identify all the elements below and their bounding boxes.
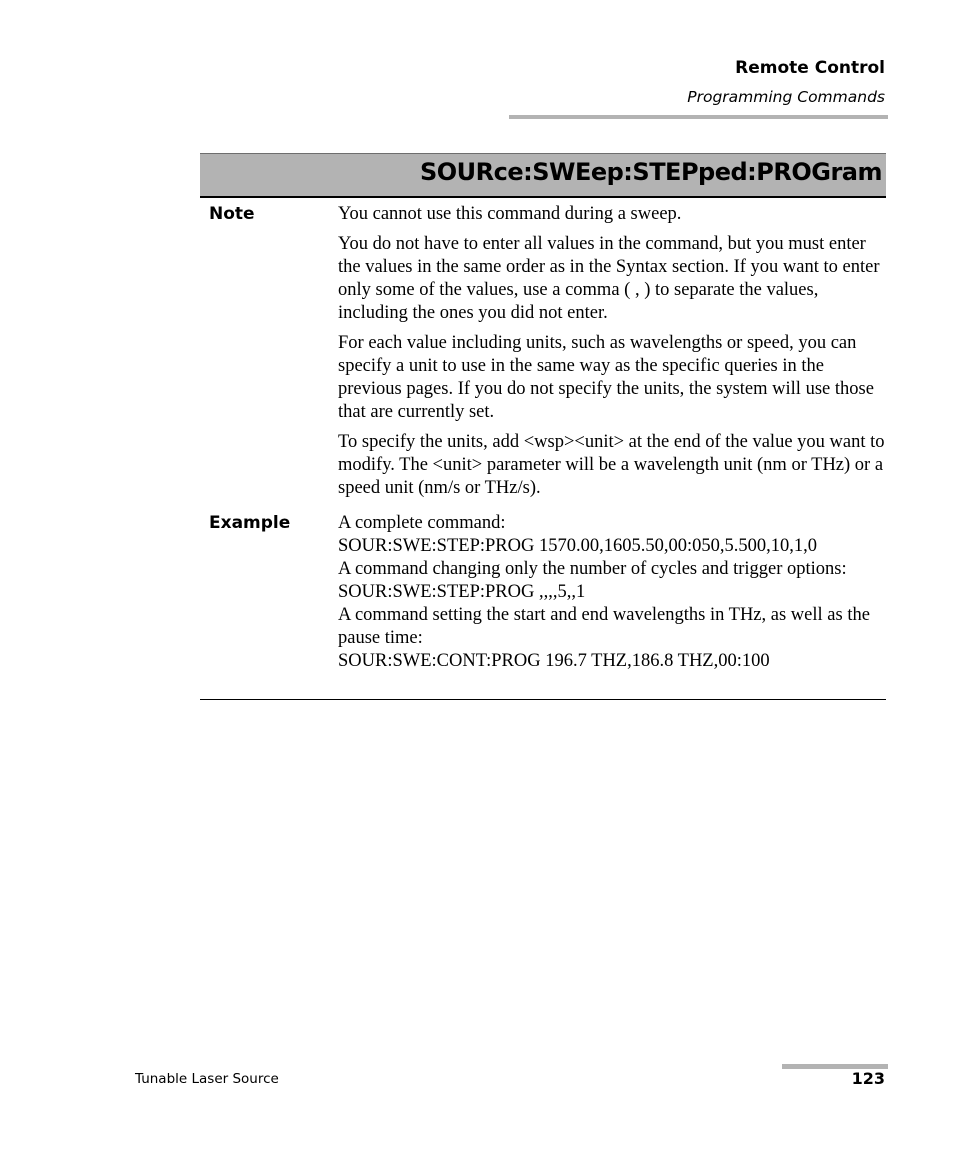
header-section-title: Programming Commands [687,88,885,106]
note-body [338,203,886,500]
example-command: SOUR:SWE:CONT:PROG 196.7 THZ,186.8 THZ,00:100 [338,651,770,671]
example-line: A complete command: [338,513,506,533]
example-command: SOUR:SWE:STEP:PROG ,,,,5,,1 [338,582,586,602]
command-title: SOURce:SWEep:STEPped:PROGram [419,158,882,186]
example-body [338,512,886,673]
note-paragraph: For each value including units, such as wavelengths or speed, you can specify a unit to use in the same way as the specific queries in the previous pages. If you do not specify the units, the system will use those that are currently set. [338,333,874,422]
footer-product-name: Tunable Laser Source [135,1071,279,1087]
page-number: 123 [851,1069,885,1088]
example-line: A command setting the start and end wavelengths in THz, as well as the pause time: [338,605,870,648]
example-command: SOUR:SWE:STEP:PROG 1570.00,1605.50,00:050,5.500,10,1,0 [338,536,817,556]
note-label: Note [209,204,255,224]
command-title-band [200,153,886,198]
header-chapter-title: Remote Control [735,58,885,78]
header-divider [509,115,888,119]
table-bottom-rule [200,699,886,700]
example-label: Example [209,513,291,533]
note-paragraph: You do not have to enter all values in the command, but you must enter the values in the same order as in the Syntax section. If you want to enter only some of the values, use a comma ( , ) to separate the values, including the ones you did not enter. [338,234,880,323]
example-line: A command changing only the number of cycles and trigger options: [338,559,847,579]
note-paragraph: You cannot use this command during a sweep. [338,204,682,224]
note-paragraph: To specify the units, add <wsp><unit> at the end of the value you want to modify. The <unit> parameter will be a wavelength unit (nm or THz) or a speed unit (nm/s or THz/s). [338,432,885,498]
